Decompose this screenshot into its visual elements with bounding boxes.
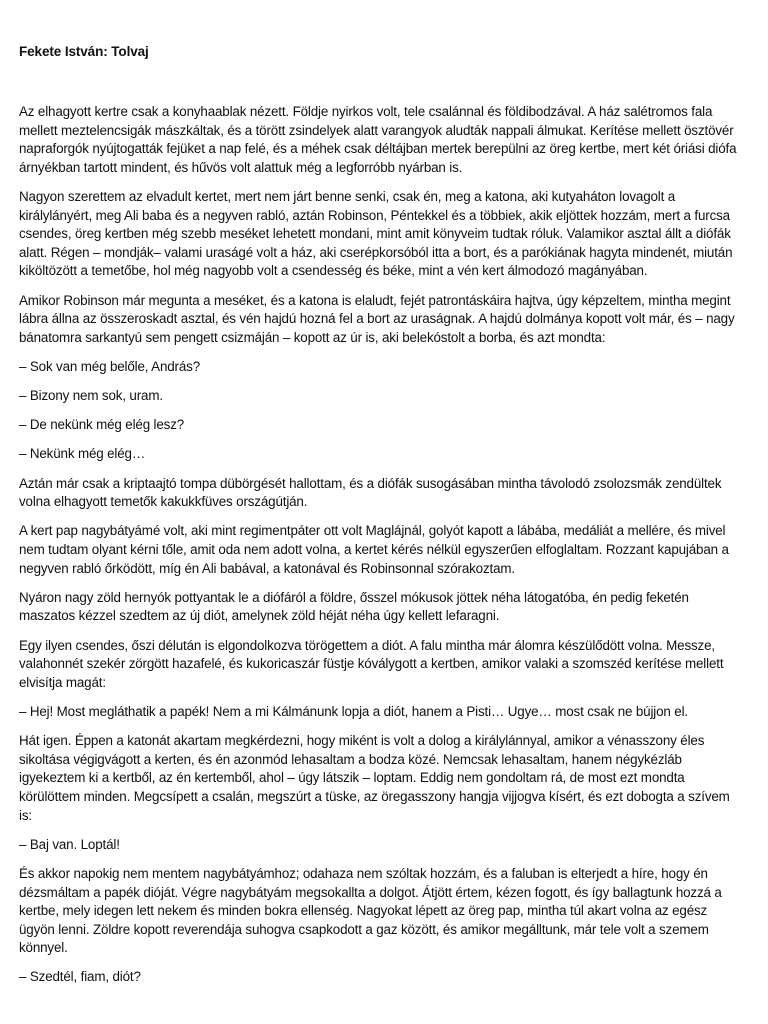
paragraph: Nyáron nagy zöld hernyók pottyantak le a diófáról a földre, ősszel mókusok jöttek néha látogatóba, én pedig feketén maszatos kézzel szedtem az új diót, amelynek zöld héját néha úgy kellett lefaragni. (19, 589, 689, 624)
paragraph: Hát igen. Éppen a katonát akartam megkérdezni, hogy miként is volt a dolog a királylánnyal, amikor a vénasszony éles sikoltása végigvágott a kerten, és én azonmód lehasaltam a bodza közé. Nemcsak lehasaltam, hanem négykézláb igyekeztem ki a kertből, az én kertemből, ahol – úgy látszik – loptam. Eddig nem gondoltam rá, de most ezt mondta körülöttem minden. Megcsípett a csalán, megszúrt a tüske, az öregasszony hangja vijjogva kísért, és ezt dobogta a szívem is: (19, 733, 730, 823)
paragraph: Egy ilyen csendes, őszi délután is elgondolkozva törögettem a diót. A falu mintha már álomra készülődött volna. Messze, valahonnét szekér zörgött hazafelé, és kukoricaszár füstje kóválygott a kertben, amikor valaki a szomszéd kerítése mellett elvisítja magát: (19, 637, 724, 690)
document-title: Fekete István: Tolvaj (19, 44, 149, 59)
paragraph: A kert pap nagybátyámé volt, aki mint regimentpáter ott volt Maglájnál, golyót kapott a lábába, medáliát a mellére, és mivel nem tudtam olyant kérni tőle, amit oda nem adott volna, a kertet kérés nélkül egyszerűen elfoglaltam. Rozzant kapujában a negyven rabló őrködött, míg én Ali babával, a katonával és Robinsonnal szórakoztam. (19, 523, 729, 576)
paragraph: Amikor Robinson már megunta a meséket, és a katona is elaludt, fejét patrontáskáira hajtva, úgy képzeltem, mintha megint lábra állna az összeroskadt asztal, és vén hajdú hozná fel a bort az uraságnak. A hajdú dolmánya kopott volt már, és – nagy bánatomra sarkantyú sem pengett csizmáján – kopott az úr is, aki belekóstolt a borba, és azt mondta: (19, 292, 735, 345)
document-body (19, 103, 746, 987)
dialogue-line: – Nekünk még elég… (19, 446, 146, 462)
dialogue-line: – Bizony nem sok, uram. (19, 388, 163, 404)
paragraph: Nagyon szerettem az elvadult kertet, mert nem járt benne senki, csak én, meg a katona, aki kutyaháton lovagolt a királylányért, meg Ali baba és a negyven rabló, aztán Robinson, Péntekkel és a többiek, akik eljöttek hozzám, mert a furcsa csendes, öreg kertben még szebb meséket lehetett mondani, mint amit könyveim tudtak róluk. Valamikor asztal állt a diófák alatt. Régen – mondják– valami uraságé volt a ház, aki cserépkorsóból itta a bort, és a parókiának hagyta mindenét, miután kiköltözött a temetőbe, hol még nagyobb volt a csendesség és béke, mint a vén kert álmodozó magányában. (19, 188, 733, 279)
dialogue-line: – Sok van még belőle, András? (19, 358, 201, 374)
dialogue-line: – Hej! Most megláthatik a papék! Nem a mi Kálmánunk lopja a diót, hanem a Pisti… Ugye… most csak ne bújjon el. (19, 703, 688, 719)
dialogue-line: – De nekünk még elég lesz? (19, 417, 185, 433)
paragraph: Aztán már csak a kriptaajtó tompa dübörgését hallottam, és a diófák susogásában mintha távolodó zsolozsmák zendültek volna elhagyott temetők kakukkfüves országútján. (19, 475, 722, 510)
paragraph: Az elhagyott kertre csak a konyhaablak nézett. Földje nyirkos volt, tele csalánnal és földibodzával. A ház salétromos fala mellett meztelencsigák mászkáltak, és a törött zsindelyek alatt varangyok aludták nappali álmukat. Kerítése mellett ösztövér napraforgók nyújtogatták fejüket a nap felé, és a méhek csak déltájban mertek berepülni az öreg kertbe, mert két óriási diófa árnyékban tartott mindent, és hűvös volt alattuk még a legforróbb nyárban is. (19, 104, 737, 175)
dialogue-line: – Baj van. Loptál! (19, 836, 120, 852)
paragraph: És akkor napokig nem mentem nagybátyámhoz; odahaza nem szóltak hozzám, és a faluban is elterjedt a híre, hogy én dézsmáltam a papék dióját. Végre nagybátyám megsokallta a dolgot. Átjött értem, kézen fogott, és így ballagtunk hozzá a kertbe, mely idegen lett nekem és minden bokra ellenség. Nagyokat lépett az öreg pap, mintha túl akart volna az egész ügyön lenni. Zöldre kopott reverendája suhogva csapkodott a gaz között, és amikor megálltunk, már tele volt a szemem könnyel. (19, 865, 722, 956)
dialogue-line: – Szedtél, fiam, diót? (19, 969, 141, 985)
